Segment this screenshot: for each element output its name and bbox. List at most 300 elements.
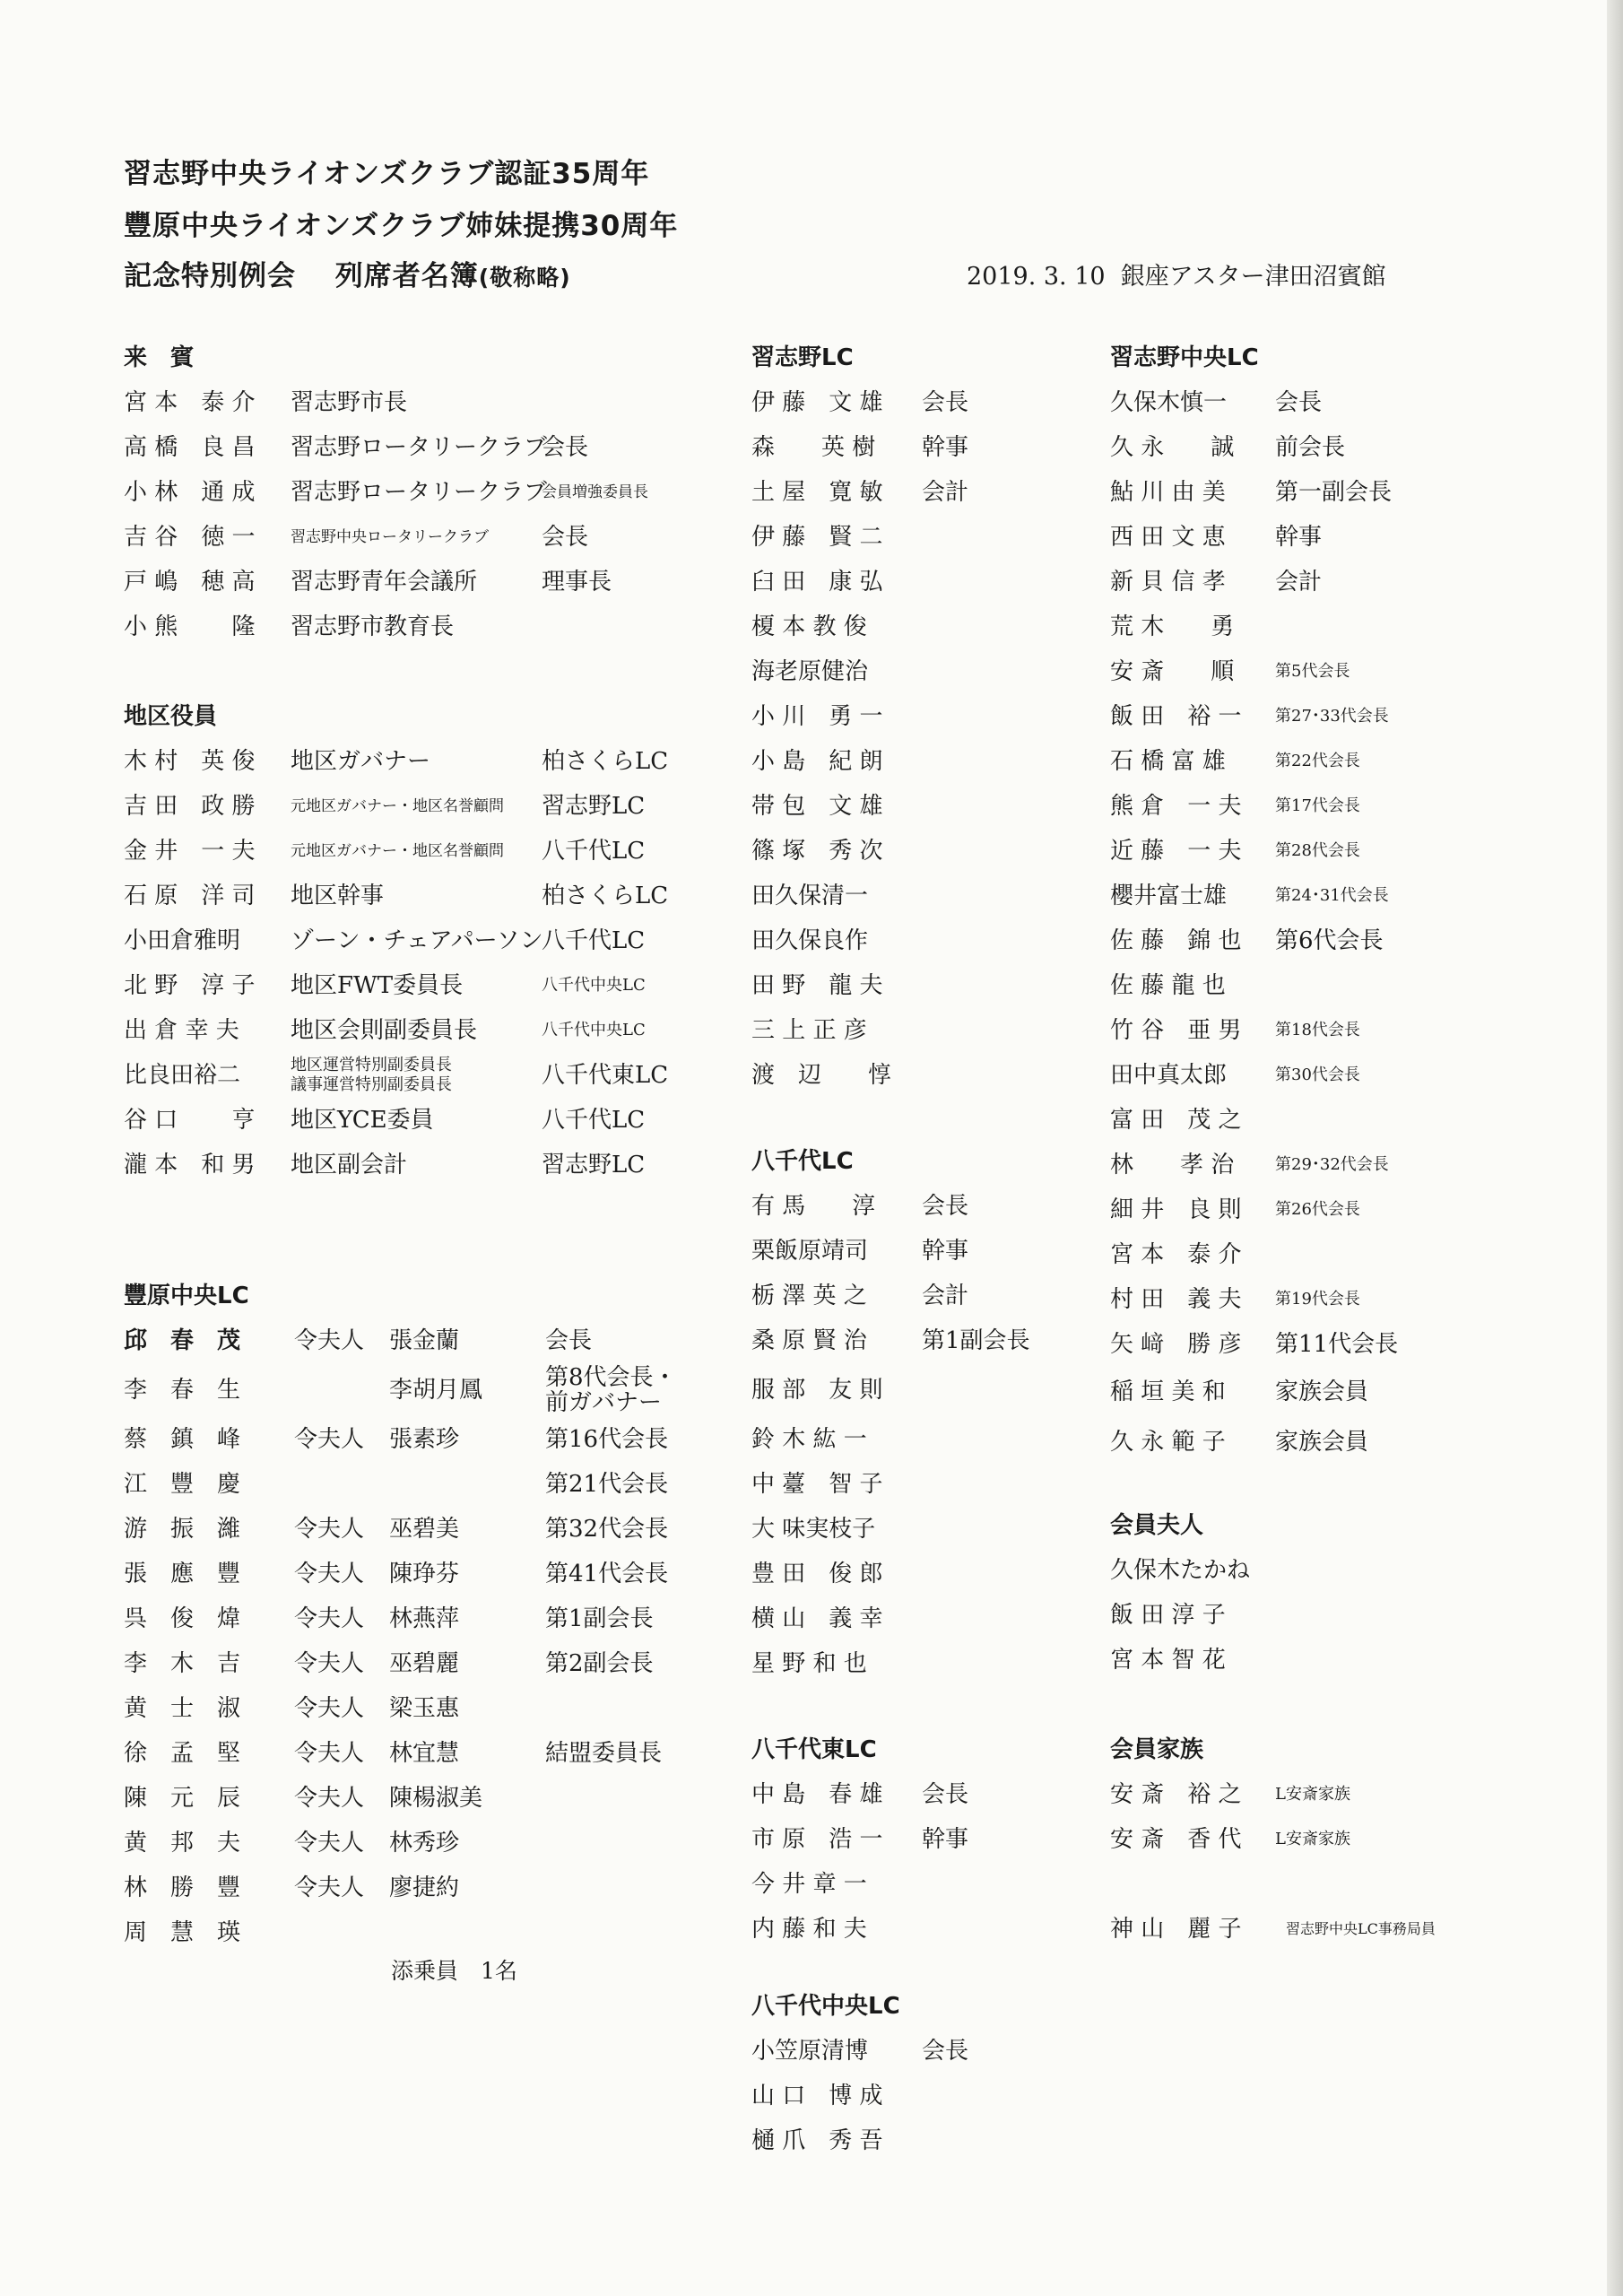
role: 会員増強委員長	[542, 483, 648, 501]
role: 会長	[922, 2038, 969, 2065]
club: 八千代LC	[542, 1107, 646, 1134]
person-name: 樋 爪 秀 吾	[751, 2127, 883, 2154]
role: 理事長	[542, 569, 612, 596]
list-item	[124, 1318, 716, 1363]
organization: 習志野市教育長	[291, 613, 455, 640]
title-line-1: 習志野中央ライオンズクラブ認証35周年	[124, 158, 650, 190]
list-item	[751, 829, 1092, 874]
list-item	[1110, 1098, 1558, 1143]
list-item	[1110, 1638, 1558, 1683]
list-item	[751, 1417, 1092, 1462]
spouse-name: 林秀珍	[389, 1830, 460, 1857]
club: 八千代中央LC	[542, 1021, 646, 1039]
role: ゾーン・チェアパーソン	[291, 927, 543, 954]
role: 家族会員	[1275, 1378, 1369, 1405]
list-item	[124, 380, 716, 425]
person-name: 横 山 義 幸	[751, 1605, 883, 1632]
role: 会長	[545, 1327, 593, 1354]
list-item	[124, 1552, 716, 1596]
person-name: 今 井 章 一	[751, 1871, 867, 1898]
list-item	[1110, 1277, 1558, 1322]
person-name: 富 田 茂 之	[1110, 1107, 1242, 1134]
list-item	[1110, 874, 1558, 918]
spouse-label: 令夫人	[294, 1830, 365, 1857]
list-item	[1110, 1143, 1558, 1187]
guests-section	[124, 335, 716, 649]
role: 習志野中央LC事務局員	[1286, 1920, 1436, 1937]
role: 会長	[542, 524, 589, 551]
role: 会長	[542, 434, 589, 461]
list-item	[124, 829, 716, 874]
person-name: 佐 藤 龍 也	[1110, 972, 1226, 999]
person-name: 星 野 和 也	[751, 1650, 867, 1677]
person-name: 渡 辺 惇	[751, 1062, 892, 1089]
role: 会計	[922, 479, 969, 506]
office-staff-section	[1110, 1907, 1576, 1952]
section-title: 地区役員	[124, 703, 218, 730]
club: 八千代東LC	[542, 1062, 669, 1089]
person-name: 徐 孟 堅	[124, 1740, 241, 1767]
person-name: 李 春 生	[124, 1377, 241, 1404]
list-item	[1110, 963, 1558, 1008]
list-item	[1110, 1053, 1558, 1098]
spouse-label: 令夫人	[294, 1327, 365, 1354]
list-item	[124, 560, 716, 604]
role: 会長	[922, 389, 969, 416]
role: 第1副会長	[922, 1327, 1030, 1354]
role-line-1: 地区運営特別副委員長	[291, 1056, 452, 1074]
list-item	[124, 1596, 716, 1641]
list-item	[751, 380, 1092, 425]
list-item	[1110, 1187, 1558, 1232]
role: 第28代会長	[1275, 841, 1360, 860]
person-name: 比良田裕二	[124, 1062, 241, 1089]
person-name: 周 慧 瑛	[124, 1919, 241, 1946]
spouse-name: 陳琤芬	[389, 1561, 460, 1587]
list-item	[124, 784, 716, 829]
person-name: 櫻井富士雄	[1110, 883, 1228, 909]
list-item	[124, 1462, 716, 1507]
role: 第一副会長	[1275, 479, 1393, 506]
list-item	[1110, 649, 1558, 694]
person-name: 黄 邦 夫	[124, 1830, 241, 1857]
person-name: 伊 藤 賢 二	[751, 524, 883, 551]
person-name: 宮 本 泰 介	[1110, 1241, 1242, 1268]
list-item	[1110, 1817, 1558, 1862]
list-item	[124, 1363, 716, 1417]
person-name: 吉 田 政 勝	[124, 793, 256, 820]
person-name: 栃 澤 英 之	[751, 1283, 867, 1309]
member-family-section	[1110, 1727, 1558, 1862]
list-item	[1110, 829, 1558, 874]
person-name: 有 馬 淳	[751, 1193, 876, 1220]
list-item	[751, 1274, 1092, 1318]
role: 元地区ガバナー・地区名誉顧問	[291, 842, 504, 860]
club: 柏さくらLC	[542, 883, 669, 909]
list-item	[751, 649, 1092, 694]
person-name: 鮎 川 由 美	[1110, 479, 1226, 506]
role: 第17代会長	[1275, 796, 1360, 815]
spouse-label: 令夫人	[294, 1785, 365, 1812]
list-item	[751, 1507, 1092, 1552]
list-item	[1110, 1907, 1576, 1952]
role: 第1副会長	[545, 1605, 654, 1632]
role: 第19代会長	[1275, 1290, 1360, 1309]
role: 第2副会長	[545, 1650, 654, 1677]
list-item	[124, 515, 716, 560]
list-item	[124, 1143, 716, 1187]
list-item	[751, 784, 1092, 829]
role: 地区YCE委員	[291, 1107, 434, 1134]
person-name: 小 川 勇 一	[751, 703, 883, 730]
list-item	[751, 694, 1092, 739]
role: 第32代会長	[545, 1516, 669, 1543]
person-name: 高 橋 良 昌	[124, 434, 256, 461]
list-item	[751, 604, 1092, 649]
person-name: 林 勝 豐	[124, 1874, 241, 1901]
person-name: 安 斎 香 代	[1110, 1826, 1242, 1853]
person-name: 江 豐 慶	[124, 1471, 241, 1498]
person-name: 田久保良作	[751, 927, 869, 954]
list-item	[751, 1772, 1092, 1817]
list-item	[124, 1641, 716, 1686]
list-item	[751, 1552, 1092, 1596]
person-name: 田 野 龍 夫	[751, 972, 883, 999]
spouse-label: 令夫人	[294, 1561, 365, 1587]
yachiyo-central-lc-section	[751, 1984, 1092, 2163]
list-item	[124, 1910, 716, 1955]
section-title: 豐原中央LC	[124, 1283, 249, 1309]
club: 習志野LC	[542, 1152, 646, 1178]
list-item	[1110, 470, 1558, 515]
role: 地区会則副委員長	[291, 1017, 478, 1044]
list-item	[751, 470, 1092, 515]
list-item	[751, 2029, 1092, 2074]
list-item	[1110, 425, 1558, 470]
list-item	[751, 2118, 1092, 2163]
list-item	[124, 918, 716, 963]
person-name: 市 原 浩 一	[751, 1826, 883, 1853]
person-name: 海老原健治	[751, 658, 869, 685]
role: 幹事	[1275, 524, 1323, 551]
list-item	[751, 963, 1092, 1008]
list-item	[1110, 1772, 1558, 1817]
list-item	[751, 1817, 1092, 1862]
role: 地区FWT委員長	[291, 972, 464, 999]
role: 前会長	[1275, 434, 1346, 461]
person-name: 村 田 義 夫	[1110, 1286, 1242, 1313]
person-name: 飯 田 淳 子	[1110, 1602, 1226, 1629]
narashino-central-lc-section	[1110, 335, 1558, 1467]
person-name: 近 藤 一 夫	[1110, 838, 1242, 865]
role: 地区副会計	[291, 1152, 408, 1178]
list-item	[751, 874, 1092, 918]
organization: 習志野中央ロータリークラブ	[291, 528, 489, 546]
organization: 習志野市長	[291, 389, 408, 416]
spouse-label: 令夫人	[294, 1650, 365, 1677]
list-item	[124, 1507, 716, 1552]
person-name: 山 口 博 成	[751, 2083, 883, 2109]
spouse-label: 令夫人	[294, 1426, 365, 1453]
spouse-label: 令夫人	[294, 1740, 365, 1767]
spouse-name: 李胡月鳳	[389, 1377, 483, 1404]
person-name: 黄 士 淑	[124, 1695, 241, 1722]
role: 結盟委員長	[545, 1740, 663, 1767]
person-name: 森 英 樹	[751, 434, 876, 461]
spouse-name: 梁玉惠	[389, 1695, 460, 1722]
title-main: 記念特別例会 列席者名簿	[124, 260, 479, 292]
page-edge-shadow	[1607, 0, 1623, 2296]
list-item	[751, 560, 1092, 604]
person-name: 中 島 春 雄	[751, 1781, 883, 1808]
list-item	[751, 1363, 1092, 1417]
person-name: 豊 田 俊 郎	[751, 1561, 883, 1587]
list-item	[124, 1053, 716, 1098]
role: 第30代会長	[1275, 1065, 1360, 1084]
list-item	[751, 1184, 1092, 1229]
person-name: 伊 藤 文 雄	[751, 389, 883, 416]
person-name: 帯 包 文 雄	[751, 793, 883, 820]
section-title: 習志野LC	[751, 344, 854, 371]
role: 第26代会長	[1275, 1200, 1360, 1219]
list-item	[751, 1053, 1092, 1098]
person-name: 三 上 正 彦	[751, 1017, 867, 1044]
role: 幹事	[922, 1238, 969, 1265]
section-title: 会員家族	[1110, 1736, 1204, 1763]
club: 習志野LC	[542, 793, 646, 820]
list-item	[751, 1641, 1092, 1686]
list-item	[1110, 380, 1558, 425]
role: 会長	[922, 1781, 969, 1808]
person-name: 小笠原清博	[751, 2038, 869, 2065]
list-item	[124, 1866, 716, 1910]
person-name: 大 味実枝子	[751, 1516, 876, 1543]
person-name: 吉 谷 徳 一	[124, 524, 256, 551]
list-item	[751, 918, 1092, 963]
person-name: 田久保清一	[751, 883, 869, 909]
list-item	[751, 1008, 1092, 1053]
role: 第6代会長	[1275, 927, 1384, 954]
person-name: 西 田 文 恵	[1110, 524, 1226, 551]
section-title: 会員夫人	[1110, 1512, 1204, 1539]
role: 元地区ガバナー・地区名誉顧問	[291, 797, 504, 815]
person-name: 邱 春 茂	[124, 1327, 241, 1354]
person-name: 臼 田 康 弘	[751, 569, 883, 596]
event-date: 2019. 3. 10	[967, 263, 1106, 291]
narashino-lc-section	[751, 335, 1092, 1098]
person-name: 新 貝 信 孝	[1110, 569, 1226, 596]
person-name: 呉 俊 煒	[124, 1605, 241, 1632]
section-title: 八千代中央LC	[751, 1993, 900, 2020]
person-name: 小田倉雅明	[124, 927, 241, 954]
person-name: 細 井 良 則	[1110, 1196, 1242, 1223]
tour-conductor-note: 添乗員 1名	[391, 1958, 517, 1984]
role: 幹事	[922, 1826, 969, 1853]
person-name: 久保木たかね	[1110, 1557, 1251, 1584]
role: 第21代会長	[545, 1471, 669, 1498]
person-name: 木 村 英 俊	[124, 748, 256, 775]
role: 地区幹事	[291, 883, 385, 909]
person-name: 久 永 範 子	[1110, 1429, 1226, 1456]
person-name: 游 振 濰	[124, 1516, 241, 1543]
list-item	[124, 1686, 716, 1731]
person-name: 小 熊 隆	[124, 613, 256, 640]
club: 八千代中央LC	[542, 976, 646, 995]
person-name: 瀧 本 和 男	[124, 1152, 256, 1178]
role: L安斎家族	[1275, 1785, 1350, 1804]
spouse-name: 張素珍	[389, 1426, 460, 1453]
list-item	[751, 515, 1092, 560]
organization: 習志野ロータリークラブ	[291, 434, 548, 461]
role	[545, 1365, 677, 1415]
list-item	[1110, 1417, 1558, 1467]
person-name: 谷 口 亨	[124, 1107, 256, 1134]
list-item	[751, 1907, 1092, 1952]
club: 八千代LC	[542, 838, 646, 865]
person-name: 石 橋 富 雄	[1110, 748, 1226, 775]
yachiyo-lc-section	[751, 1139, 1092, 1686]
role: 第24･31代会長	[1275, 886, 1389, 905]
person-name: 篠 塚 秀 次	[751, 838, 883, 865]
list-item	[124, 604, 716, 649]
person-name: 金 井 一 夫	[124, 838, 256, 865]
district-officers-section	[124, 694, 716, 1187]
person-name: 陳 元 辰	[124, 1785, 241, 1812]
list-item	[124, 470, 716, 515]
person-name: 服 部 友 則	[751, 1377, 883, 1404]
list-item	[124, 739, 716, 784]
role: L安斎家族	[1275, 1830, 1350, 1848]
person-name: 桑 原 賢 治	[751, 1327, 867, 1354]
list-item	[751, 1462, 1092, 1507]
role: 第22代会長	[1275, 752, 1360, 770]
list-item	[124, 874, 716, 918]
yachiyo-east-lc-section	[751, 1727, 1092, 1952]
person-name: 林 孝 治	[1110, 1152, 1235, 1178]
list-item	[1110, 694, 1558, 739]
person-name: 田中真太郎	[1110, 1062, 1228, 1089]
person-name: 宮 本 泰 介	[124, 389, 256, 416]
person-name: 稲 垣 美 和	[1110, 1378, 1226, 1405]
list-item	[751, 1229, 1092, 1274]
list-item	[1110, 1367, 1558, 1417]
section-title: 来 賓	[124, 344, 195, 371]
person-name: 荒 木 勇	[1110, 613, 1235, 640]
spouse-name: 陳楊淑美	[389, 1785, 483, 1812]
person-name: 張 應 豐	[124, 1561, 241, 1587]
list-item	[1110, 1593, 1558, 1638]
person-name: 飯 田 裕 一	[1110, 703, 1242, 730]
person-name: 蔡 鎮 峰	[124, 1426, 241, 1453]
person-name: 安 斎 順	[1110, 658, 1235, 685]
list-item	[124, 1417, 716, 1462]
role: 第5代会長	[1275, 662, 1350, 681]
list-item	[1110, 918, 1558, 963]
person-name: 鈴 木 紘 一	[751, 1426, 867, 1453]
spouse-label: 令夫人	[294, 1516, 365, 1543]
person-name: 熊 倉 一 夫	[1110, 793, 1242, 820]
list-item	[1110, 560, 1558, 604]
event-venue: 銀座アスター津田沼賓館	[1120, 263, 1386, 291]
list-item	[751, 425, 1092, 470]
person-name: 北 野 淳 子	[124, 972, 256, 999]
role: 第11代会長	[1275, 1331, 1399, 1358]
list-item	[1110, 604, 1558, 649]
club: 八千代LC	[542, 927, 646, 954]
role: 第18代会長	[1275, 1021, 1360, 1039]
list-item	[751, 1862, 1092, 1907]
role-line-1: 第8代会長・	[545, 1364, 677, 1391]
spouse-name: 巫碧麗	[389, 1650, 460, 1677]
person-name: 土 屋 寛 敏	[751, 479, 883, 506]
person-name: 久保木慎一	[1110, 389, 1228, 416]
person-name: 石 原 洋 司	[124, 883, 256, 909]
list-item	[124, 1821, 716, 1866]
role-line-2: 前ガバナー	[545, 1389, 663, 1416]
person-name: 佐 藤 錦 也	[1110, 927, 1242, 954]
list-item	[1110, 739, 1558, 784]
role: 第16代会長	[545, 1426, 669, 1453]
person-name: 内 藤 和 夫	[751, 1916, 867, 1943]
list-item	[124, 1731, 716, 1776]
person-name: 戸 嶋 穂 高	[124, 569, 256, 596]
club: 柏さくらLC	[542, 748, 669, 775]
list-item	[124, 425, 716, 470]
list-item	[1110, 1322, 1558, 1367]
role: 第41代会長	[545, 1561, 669, 1587]
section-title: 習志野中央LC	[1110, 344, 1259, 371]
spouse-name: 巫碧美	[389, 1516, 460, 1543]
list-item	[1110, 515, 1558, 560]
role: 家族会員	[1275, 1429, 1369, 1456]
member-spouses-section	[1110, 1503, 1558, 1683]
person-name: 竹 谷 亜 男	[1110, 1017, 1242, 1044]
person-name: 神 山 麗 子	[1110, 1916, 1242, 1943]
list-item	[751, 1318, 1092, 1363]
role: 会長	[1275, 389, 1323, 416]
list-item	[751, 2074, 1092, 2118]
spouse-name: 張金蘭	[389, 1327, 460, 1354]
role-line-2: 議事運営特別副委員長	[291, 1075, 452, 1094]
role: 会計	[1275, 569, 1323, 596]
role: 会長	[922, 1193, 969, 1220]
list-item	[124, 1098, 716, 1143]
list-item	[124, 1776, 716, 1821]
role: 第27･33代会長	[1275, 707, 1389, 726]
person-name: 久 永 誠	[1110, 434, 1235, 461]
person-name: 出 倉 幸 夫	[124, 1017, 239, 1044]
role: 第29･32代会長	[1275, 1155, 1389, 1174]
person-name: 榎 本 教 俊	[751, 613, 867, 640]
person-name: 安 斎 裕 之	[1110, 1781, 1242, 1808]
spouse-name: 林宜慧	[389, 1740, 460, 1767]
person-name: 小 林 通 成	[124, 479, 256, 506]
list-item	[751, 1596, 1092, 1641]
person-name: 宮 本 智 花	[1110, 1647, 1226, 1674]
person-name: 栗飯原靖司	[751, 1238, 869, 1265]
person-name: 小 島 紀 朗	[751, 748, 883, 775]
spouse-label: 令夫人	[294, 1874, 365, 1901]
date-venue	[967, 257, 1386, 291]
role: 会計	[922, 1283, 969, 1309]
list-item	[1110, 1008, 1558, 1053]
title-line-3	[124, 253, 571, 293]
title-honorific-note: (敬称略)	[478, 265, 571, 291]
role: 地区ガバナー	[291, 748, 431, 775]
list-item	[1110, 1548, 1558, 1593]
list-item	[124, 1008, 716, 1053]
list-item	[1110, 1232, 1558, 1277]
